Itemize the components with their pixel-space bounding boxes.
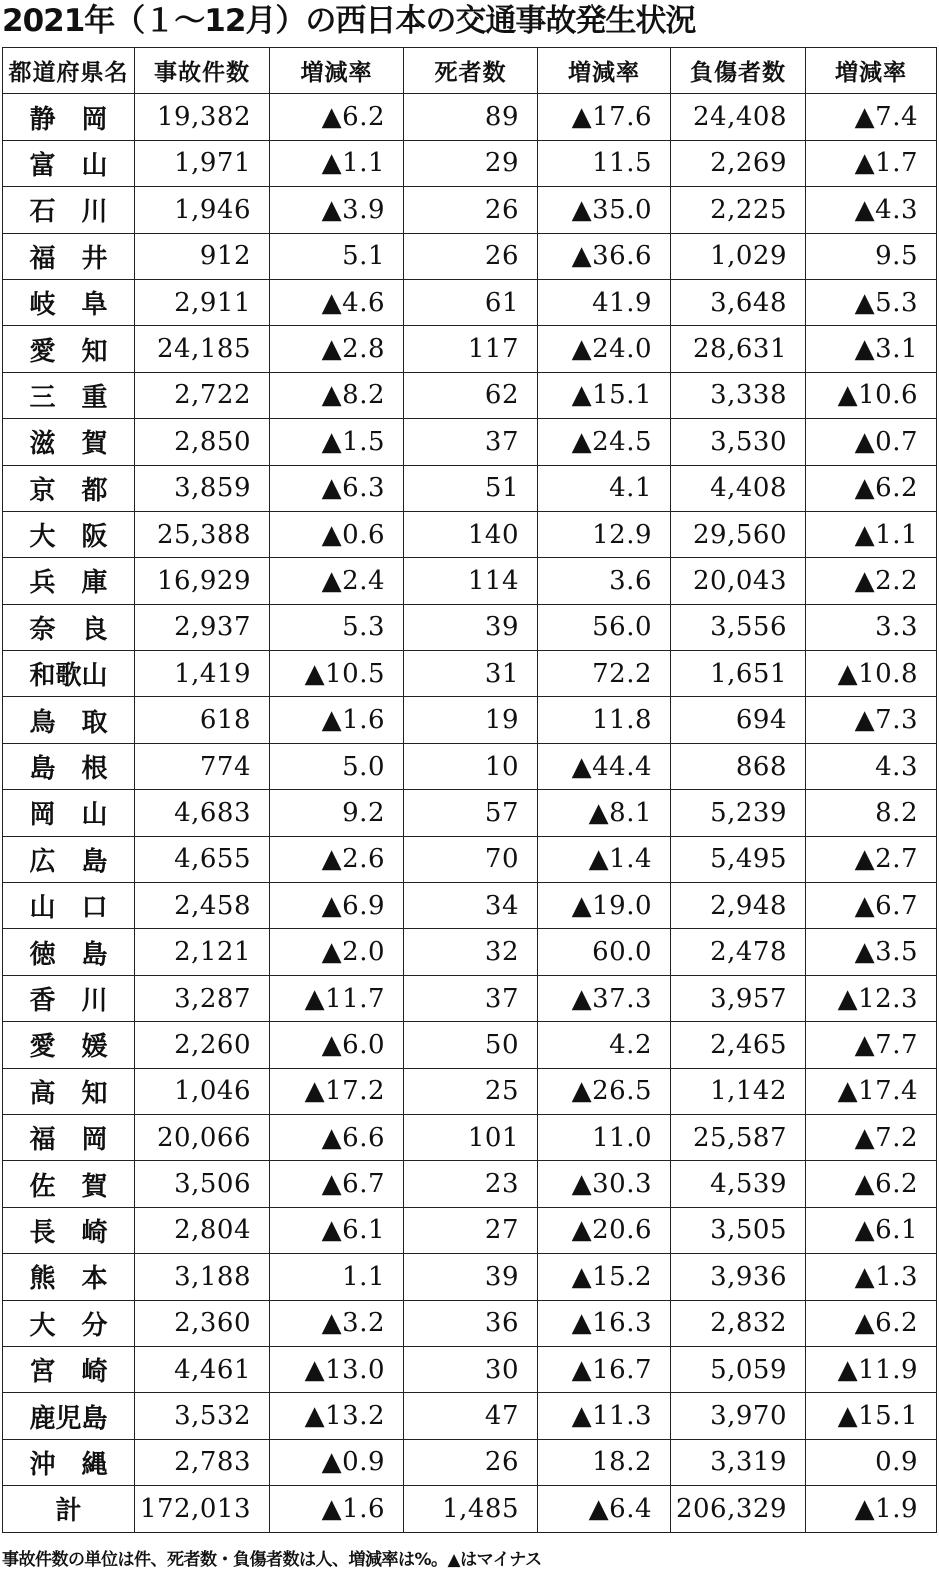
deaths-cell: 1,485 bbox=[404, 1486, 538, 1532]
injured-change-cell: ▲6.1 bbox=[806, 1207, 937, 1253]
injured-change-cell: ▲10.6 bbox=[806, 372, 937, 418]
deaths-change-cell: ▲15.1 bbox=[538, 372, 671, 418]
prefecture-name-cell: 計 bbox=[3, 1486, 135, 1532]
deaths-change-cell: ▲37.3 bbox=[538, 975, 671, 1021]
accidents-cell: 2,458 bbox=[135, 883, 270, 929]
accidents-cell: 1,971 bbox=[135, 140, 270, 186]
injured-change-cell: 9.5 bbox=[806, 233, 937, 279]
accidents-cell: 2,783 bbox=[135, 1439, 270, 1485]
accidents-change-cell: 5.1 bbox=[270, 233, 404, 279]
accidents-change-cell: ▲2.8 bbox=[270, 326, 404, 372]
prefecture-name-cell: 三 重 bbox=[3, 372, 135, 418]
injured-change-cell: ▲7.7 bbox=[806, 1022, 937, 1068]
injured-change-cell: 8.2 bbox=[806, 790, 937, 836]
accidents-cell: 4,683 bbox=[135, 790, 270, 836]
prefecture-name-cell: 高 知 bbox=[3, 1068, 135, 1114]
accidents-change-cell: ▲2.4 bbox=[270, 558, 404, 604]
deaths-cell: 26 bbox=[404, 187, 538, 233]
deaths-change-cell: ▲16.3 bbox=[538, 1300, 671, 1346]
deaths-change-cell: ▲26.5 bbox=[538, 1068, 671, 1114]
accidents-change-cell: ▲1.6 bbox=[270, 1486, 404, 1532]
prefecture-name-cell: 島 根 bbox=[3, 743, 135, 789]
injured-cell: 5,495 bbox=[671, 836, 806, 882]
accidents-cell: 2,911 bbox=[135, 279, 270, 325]
accidents-change-cell: ▲1.1 bbox=[270, 140, 404, 186]
deaths-change-cell: 11.8 bbox=[538, 697, 671, 743]
deaths-change-cell: ▲8.1 bbox=[538, 790, 671, 836]
deaths-change-cell: 3.6 bbox=[538, 558, 671, 604]
header-deaths-change: 増減率 bbox=[538, 48, 671, 94]
table-row bbox=[3, 1439, 937, 1485]
injured-cell: 1,651 bbox=[671, 651, 806, 697]
deaths-change-cell: 56.0 bbox=[538, 604, 671, 650]
deaths-cell: 37 bbox=[404, 975, 538, 1021]
deaths-change-cell: ▲35.0 bbox=[538, 187, 671, 233]
page-title: 2021年（１～12月）の西日本の交通事故発生状況 bbox=[2, 3, 696, 39]
deaths-cell: 57 bbox=[404, 790, 538, 836]
prefecture-name-cell: 石 川 bbox=[3, 187, 135, 233]
injured-change-cell: 0.9 bbox=[806, 1439, 937, 1485]
accidents-cell: 2,121 bbox=[135, 929, 270, 975]
deaths-cell: 26 bbox=[404, 1439, 538, 1485]
accidents-change-cell: 9.2 bbox=[270, 790, 404, 836]
accidents-change-cell: ▲6.1 bbox=[270, 1207, 404, 1253]
injured-cell: 3,319 bbox=[671, 1439, 806, 1485]
prefecture-name-cell: 熊 本 bbox=[3, 1254, 135, 1300]
table-row bbox=[3, 419, 937, 465]
deaths-cell: 61 bbox=[404, 279, 538, 325]
deaths-change-cell: ▲16.7 bbox=[538, 1346, 671, 1392]
header-accidents: 事故件数 bbox=[135, 48, 270, 94]
accidents-change-cell: ▲13.0 bbox=[270, 1346, 404, 1392]
table-row bbox=[3, 651, 937, 697]
accidents-cell: 774 bbox=[135, 743, 270, 789]
injured-cell: 2,269 bbox=[671, 140, 806, 186]
accidents-cell: 3,859 bbox=[135, 465, 270, 511]
accidents-cell: 3,188 bbox=[135, 1254, 270, 1300]
injured-change-cell: ▲11.9 bbox=[806, 1346, 937, 1392]
accidents-change-cell: ▲6.2 bbox=[270, 94, 404, 140]
accidents-cell: 19,382 bbox=[135, 94, 270, 140]
header-deaths: 死者数 bbox=[404, 48, 538, 94]
deaths-cell: 19 bbox=[404, 697, 538, 743]
table-row bbox=[3, 697, 937, 743]
accidents-cell: 25,388 bbox=[135, 511, 270, 557]
prefecture-name-cell: 鳥 取 bbox=[3, 697, 135, 743]
accidents-change-cell: ▲0.6 bbox=[270, 511, 404, 557]
accidents-change-cell: ▲6.0 bbox=[270, 1022, 404, 1068]
accidents-cell: 4,461 bbox=[135, 1346, 270, 1392]
prefecture-name-cell: 徳 島 bbox=[3, 929, 135, 975]
table-row bbox=[3, 1393, 937, 1439]
accidents-change-cell: 5.3 bbox=[270, 604, 404, 650]
deaths-change-cell: 72.2 bbox=[538, 651, 671, 697]
accidents-change-cell: ▲2.0 bbox=[270, 929, 404, 975]
accidents-change-cell: ▲4.6 bbox=[270, 279, 404, 325]
prefecture-name-cell: 佐 賀 bbox=[3, 1161, 135, 1207]
accidents-cell: 1,419 bbox=[135, 651, 270, 697]
prefecture-name-cell: 山 口 bbox=[3, 883, 135, 929]
accidents-change-cell: ▲6.6 bbox=[270, 1114, 404, 1160]
deaths-cell: 114 bbox=[404, 558, 538, 604]
deaths-change-cell: 11.5 bbox=[538, 140, 671, 186]
table-row bbox=[3, 975, 937, 1021]
accidents-cell: 2,260 bbox=[135, 1022, 270, 1068]
accidents-cell: 2,722 bbox=[135, 372, 270, 418]
accidents-cell: 3,506 bbox=[135, 1161, 270, 1207]
injured-cell: 2,832 bbox=[671, 1300, 806, 1346]
prefecture-name-cell: 和歌山 bbox=[3, 651, 135, 697]
prefecture-name-cell: 鹿児島 bbox=[3, 1393, 135, 1439]
injured-cell: 29,560 bbox=[671, 511, 806, 557]
injured-change-cell: 3.3 bbox=[806, 604, 937, 650]
prefecture-name-cell: 兵 庫 bbox=[3, 558, 135, 604]
prefecture-name-cell: 福 井 bbox=[3, 233, 135, 279]
injured-change-cell: ▲2.2 bbox=[806, 558, 937, 604]
accidents-change-cell: ▲13.2 bbox=[270, 1393, 404, 1439]
deaths-change-cell: ▲44.4 bbox=[538, 743, 671, 789]
accidents-cell: 3,532 bbox=[135, 1393, 270, 1439]
prefecture-name-cell: 沖 縄 bbox=[3, 1439, 135, 1485]
injured-change-cell: ▲1.7 bbox=[806, 140, 937, 186]
header-injured: 負傷者数 bbox=[671, 48, 806, 94]
injured-change-cell: ▲6.2 bbox=[806, 1161, 937, 1207]
prefecture-name-cell: 福 岡 bbox=[3, 1114, 135, 1160]
deaths-cell: 50 bbox=[404, 1022, 538, 1068]
deaths-cell: 140 bbox=[404, 511, 538, 557]
table-row bbox=[3, 883, 937, 929]
accidents-cell: 912 bbox=[135, 233, 270, 279]
deaths-cell: 10 bbox=[404, 743, 538, 789]
injured-change-cell: ▲7.2 bbox=[806, 1114, 937, 1160]
accidents-change-cell: ▲8.2 bbox=[270, 372, 404, 418]
deaths-cell: 62 bbox=[404, 372, 538, 418]
deaths-cell: 39 bbox=[404, 1254, 538, 1300]
accidents-cell: 1,946 bbox=[135, 187, 270, 233]
deaths-change-cell: ▲24.0 bbox=[538, 326, 671, 372]
deaths-change-cell: ▲11.3 bbox=[538, 1393, 671, 1439]
deaths-change-cell: ▲1.4 bbox=[538, 836, 671, 882]
injured-cell: 1,029 bbox=[671, 233, 806, 279]
accidents-change-cell: ▲6.7 bbox=[270, 1161, 404, 1207]
injured-change-cell: ▲1.9 bbox=[806, 1486, 937, 1532]
deaths-change-cell: ▲30.3 bbox=[538, 1161, 671, 1207]
accidents-change-cell: 1.1 bbox=[270, 1254, 404, 1300]
deaths-cell: 31 bbox=[404, 651, 538, 697]
header-row bbox=[3, 48, 937, 94]
injured-change-cell: ▲1.1 bbox=[806, 511, 937, 557]
injured-cell: 3,970 bbox=[671, 1393, 806, 1439]
deaths-cell: 34 bbox=[404, 883, 538, 929]
deaths-cell: 89 bbox=[404, 94, 538, 140]
accidents-cell: 2,360 bbox=[135, 1300, 270, 1346]
accidents-cell: 20,066 bbox=[135, 1114, 270, 1160]
accidents-cell: 2,804 bbox=[135, 1207, 270, 1253]
table-row bbox=[3, 233, 937, 279]
injured-cell: 4,408 bbox=[671, 465, 806, 511]
deaths-change-cell: 41.9 bbox=[538, 279, 671, 325]
injured-cell: 3,530 bbox=[671, 419, 806, 465]
deaths-change-cell: ▲17.6 bbox=[538, 94, 671, 140]
deaths-cell: 39 bbox=[404, 604, 538, 650]
table-row bbox=[3, 790, 937, 836]
prefecture-name-cell: 愛 媛 bbox=[3, 1022, 135, 1068]
deaths-change-cell: ▲20.6 bbox=[538, 1207, 671, 1253]
accidents-cell: 3,287 bbox=[135, 975, 270, 1021]
injured-change-cell: ▲7.4 bbox=[806, 94, 937, 140]
injured-change-cell: ▲10.8 bbox=[806, 651, 937, 697]
deaths-cell: 23 bbox=[404, 1161, 538, 1207]
injured-cell: 3,338 bbox=[671, 372, 806, 418]
accidents-change-cell: 5.0 bbox=[270, 743, 404, 789]
injured-change-cell: ▲5.3 bbox=[806, 279, 937, 325]
injured-cell: 24,408 bbox=[671, 94, 806, 140]
table-row bbox=[3, 1254, 937, 1300]
injured-change-cell: ▲3.5 bbox=[806, 929, 937, 975]
injured-cell: 4,539 bbox=[671, 1161, 806, 1207]
deaths-change-cell: ▲19.0 bbox=[538, 883, 671, 929]
injured-cell: 206,329 bbox=[671, 1486, 806, 1532]
accidents-cell: 4,655 bbox=[135, 836, 270, 882]
prefecture-name-cell: 広 島 bbox=[3, 836, 135, 882]
injured-cell: 20,043 bbox=[671, 558, 806, 604]
prefecture-name-cell: 長 崎 bbox=[3, 1207, 135, 1253]
table-row bbox=[3, 1022, 937, 1068]
injured-cell: 868 bbox=[671, 743, 806, 789]
deaths-cell: 36 bbox=[404, 1300, 538, 1346]
deaths-cell: 47 bbox=[404, 1393, 538, 1439]
deaths-change-cell: 60.0 bbox=[538, 929, 671, 975]
accidents-cell: 618 bbox=[135, 697, 270, 743]
footnote: 事故件数の単位は件、死者数・負傷者数は人、増減率は%。▲はマイナス bbox=[2, 1550, 542, 1570]
prefecture-name-cell: 香 川 bbox=[3, 975, 135, 1021]
injured-change-cell: ▲0.7 bbox=[806, 419, 937, 465]
table-body bbox=[3, 94, 937, 1532]
accidents-change-cell: ▲17.2 bbox=[270, 1068, 404, 1114]
injured-change-cell: ▲15.1 bbox=[806, 1393, 937, 1439]
deaths-cell: 117 bbox=[404, 326, 538, 372]
accidents-change-cell: ▲3.2 bbox=[270, 1300, 404, 1346]
total-row bbox=[3, 1486, 937, 1532]
deaths-change-cell: ▲24.5 bbox=[538, 419, 671, 465]
deaths-change-cell: 12.9 bbox=[538, 511, 671, 557]
injured-change-cell: ▲17.4 bbox=[806, 1068, 937, 1114]
injured-cell: 3,936 bbox=[671, 1254, 806, 1300]
prefecture-name-cell: 奈 良 bbox=[3, 604, 135, 650]
deaths-change-cell: 4.1 bbox=[538, 465, 671, 511]
injured-cell: 5,059 bbox=[671, 1346, 806, 1392]
header-prefecture: 都道府県名 bbox=[3, 48, 135, 94]
accidents-change-cell: ▲0.9 bbox=[270, 1439, 404, 1485]
injured-change-cell: ▲6.7 bbox=[806, 883, 937, 929]
prefecture-name-cell: 滋 賀 bbox=[3, 419, 135, 465]
table-row bbox=[3, 1068, 937, 1114]
injured-change-cell: ▲4.3 bbox=[806, 187, 937, 233]
accidents-change-cell: ▲11.7 bbox=[270, 975, 404, 1021]
injured-cell: 3,957 bbox=[671, 975, 806, 1021]
accident-table bbox=[2, 47, 937, 1533]
deaths-cell: 70 bbox=[404, 836, 538, 882]
injured-cell: 3,648 bbox=[671, 279, 806, 325]
deaths-cell: 26 bbox=[404, 233, 538, 279]
table-row bbox=[3, 1161, 937, 1207]
deaths-cell: 37 bbox=[404, 419, 538, 465]
table-row bbox=[3, 511, 937, 557]
prefecture-name-cell: 宮 崎 bbox=[3, 1346, 135, 1392]
accidents-change-cell: ▲2.6 bbox=[270, 836, 404, 882]
table-row bbox=[3, 279, 937, 325]
injured-cell: 2,948 bbox=[671, 883, 806, 929]
table-row bbox=[3, 929, 937, 975]
injured-cell: 694 bbox=[671, 697, 806, 743]
deaths-cell: 101 bbox=[404, 1114, 538, 1160]
injured-change-cell: 4.3 bbox=[806, 743, 937, 789]
accidents-cell: 2,850 bbox=[135, 419, 270, 465]
prefecture-name-cell: 愛 知 bbox=[3, 326, 135, 372]
accidents-change-cell: ▲3.9 bbox=[270, 187, 404, 233]
prefecture-name-cell: 京 都 bbox=[3, 465, 135, 511]
deaths-change-cell: ▲36.6 bbox=[538, 233, 671, 279]
deaths-cell: 30 bbox=[404, 1346, 538, 1392]
table-row bbox=[3, 1114, 937, 1160]
accidents-change-cell: ▲6.3 bbox=[270, 465, 404, 511]
deaths-change-cell: 11.0 bbox=[538, 1114, 671, 1160]
table-row bbox=[3, 1207, 937, 1253]
accidents-change-cell: ▲6.9 bbox=[270, 883, 404, 929]
prefecture-name-cell: 大 阪 bbox=[3, 511, 135, 557]
deaths-change-cell: 4.2 bbox=[538, 1022, 671, 1068]
table-row bbox=[3, 187, 937, 233]
accidents-cell: 16,929 bbox=[135, 558, 270, 604]
injured-change-cell: ▲12.3 bbox=[806, 975, 937, 1021]
injured-cell: 28,631 bbox=[671, 326, 806, 372]
injured-cell: 2,478 bbox=[671, 929, 806, 975]
accidents-cell: 172,013 bbox=[135, 1486, 270, 1532]
deaths-cell: 32 bbox=[404, 929, 538, 975]
table-row bbox=[3, 604, 937, 650]
accidents-change-cell: ▲1.6 bbox=[270, 697, 404, 743]
table-row bbox=[3, 140, 937, 186]
table-row bbox=[3, 836, 937, 882]
prefecture-name-cell: 岐 阜 bbox=[3, 279, 135, 325]
deaths-change-cell: ▲6.4 bbox=[538, 1486, 671, 1532]
injured-change-cell: ▲7.3 bbox=[806, 697, 937, 743]
table-row bbox=[3, 94, 937, 140]
header-injured-change: 増減率 bbox=[806, 48, 937, 94]
prefecture-name-cell: 岡 山 bbox=[3, 790, 135, 836]
accidents-change-cell: ▲10.5 bbox=[270, 651, 404, 697]
injured-cell: 1,142 bbox=[671, 1068, 806, 1114]
injured-change-cell: ▲3.1 bbox=[806, 326, 937, 372]
table-row bbox=[3, 465, 937, 511]
table-header bbox=[3, 48, 937, 94]
deaths-cell: 51 bbox=[404, 465, 538, 511]
injured-change-cell: ▲2.7 bbox=[806, 836, 937, 882]
table-row bbox=[3, 372, 937, 418]
table-row bbox=[3, 558, 937, 604]
deaths-change-cell: 18.2 bbox=[538, 1439, 671, 1485]
prefecture-name-cell: 富 山 bbox=[3, 140, 135, 186]
injured-change-cell: ▲1.3 bbox=[806, 1254, 937, 1300]
deaths-change-cell: ▲15.2 bbox=[538, 1254, 671, 1300]
deaths-cell: 27 bbox=[404, 1207, 538, 1253]
accidents-cell: 1,046 bbox=[135, 1068, 270, 1114]
prefecture-name-cell: 大 分 bbox=[3, 1300, 135, 1346]
accidents-cell: 2,937 bbox=[135, 604, 270, 650]
injured-cell: 5,239 bbox=[671, 790, 806, 836]
injured-cell: 3,556 bbox=[671, 604, 806, 650]
table-row bbox=[3, 1300, 937, 1346]
header-accidents-change: 増減率 bbox=[270, 48, 404, 94]
injured-cell: 3,505 bbox=[671, 1207, 806, 1253]
table-row bbox=[3, 326, 937, 372]
table-row bbox=[3, 1346, 937, 1392]
deaths-cell: 29 bbox=[404, 140, 538, 186]
injured-change-cell: ▲6.2 bbox=[806, 465, 937, 511]
accidents-change-cell: ▲1.5 bbox=[270, 419, 404, 465]
deaths-cell: 25 bbox=[404, 1068, 538, 1114]
injured-change-cell: ▲6.2 bbox=[806, 1300, 937, 1346]
accidents-cell: 24,185 bbox=[135, 326, 270, 372]
injured-cell: 2,465 bbox=[671, 1022, 806, 1068]
injured-cell: 25,587 bbox=[671, 1114, 806, 1160]
injured-cell: 2,225 bbox=[671, 187, 806, 233]
table-row bbox=[3, 743, 937, 789]
prefecture-name-cell: 静 岡 bbox=[3, 94, 135, 140]
